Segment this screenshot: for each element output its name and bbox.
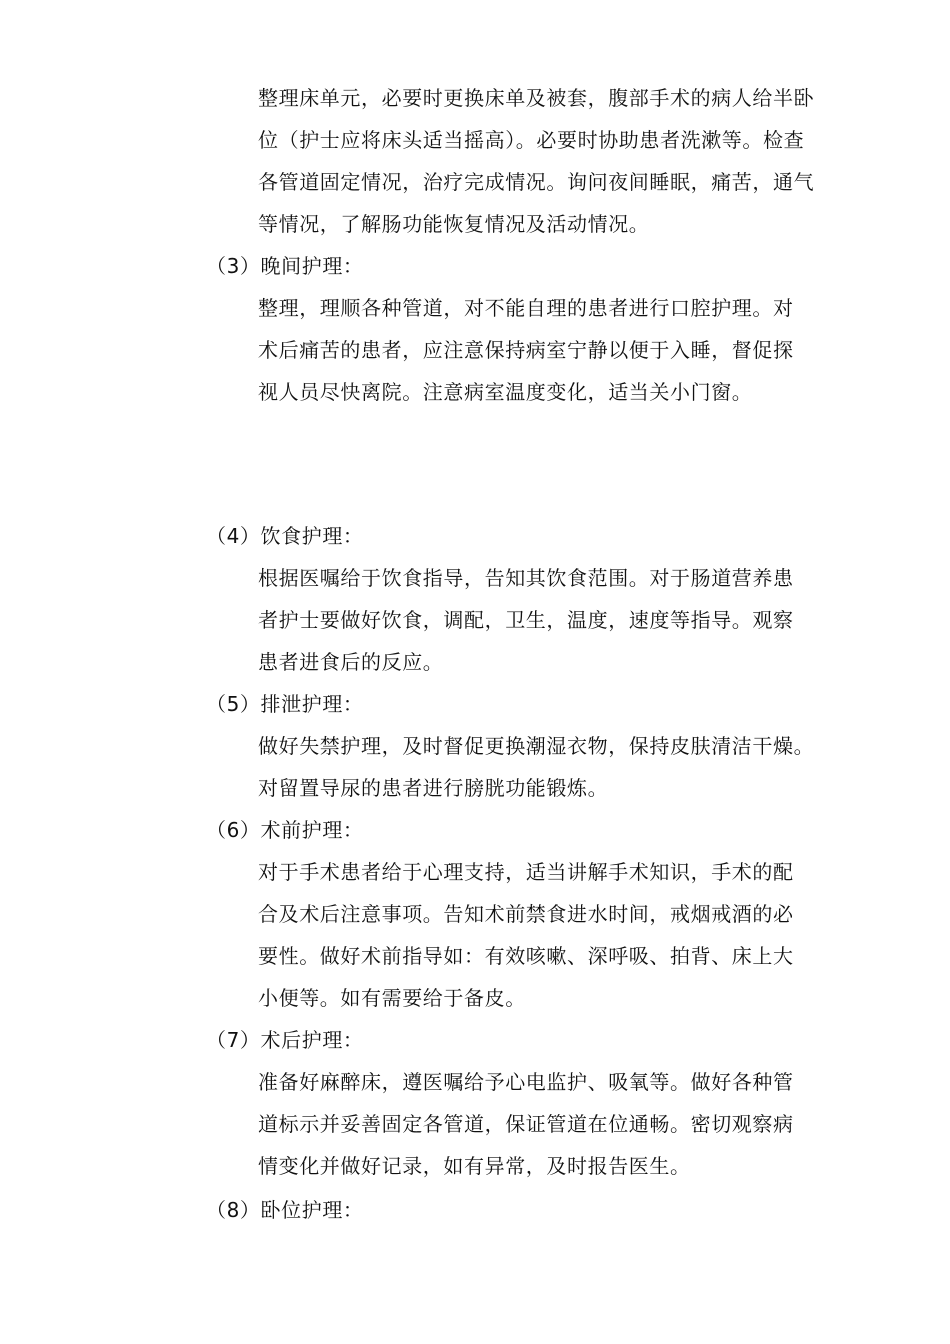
paragraph-line: 患者进食后的反应。 [258, 650, 444, 674]
paragraph-line: 术后痛苦的患者，应注意保持病室宁静以便于入睡，督促探 [258, 338, 794, 362]
paragraph-line: 位（护士应将床头适当摇高）。必要时协助患者洗漱等。检查 [258, 128, 805, 152]
section-heading: （7）术后护理： [206, 1028, 364, 1052]
paragraph-line: 情变化并做好记录，如有异常，及时报告医生。 [258, 1154, 691, 1178]
paragraph-line: 者护士要做好饮食，调配，卫生，温度，速度等指导。观察 [258, 608, 794, 632]
section-heading: （3）晚间护理： [206, 254, 364, 278]
paragraph-line: 根据医嘱给于饮食指导，告知其饮食范围。对于肠道营养患 [258, 566, 794, 590]
paragraph-line: 视人员尽快离院。注意病室温度变化，适当关小门窗。 [258, 380, 753, 404]
section-heading: （4）饮食护理： [206, 524, 364, 548]
paragraph-line: 整理床单元，必要时更换床单及被套，腹部手术的病人给半卧 [258, 86, 815, 110]
paragraph-line: 各管道固定情况，治疗完成情况。询问夜间睡眠，痛苦，通气 [258, 170, 815, 194]
paragraph-line: 小便等。如有需要给于备皮。 [258, 986, 526, 1010]
section-heading: （5）排泄护理： [206, 692, 364, 716]
paragraph-line: 道标示并妥善固定各管道，保证管道在位通畅。密切观察病 [258, 1112, 794, 1136]
paragraph-line: 准备好麻醉床，遵医嘱给予心电监护、吸氧等。做好各种管 [258, 1070, 794, 1094]
paragraph-line: 做好失禁护理，及时督促更换潮湿衣物，保持皮肤清洁干燥。 [258, 734, 815, 758]
paragraph-line: 对留置导尿的患者进行膀胱功能锻炼。 [258, 776, 609, 800]
paragraph-line: 要性。做好术前指导如：有效咳嗽、深呼吸、拍背、床上大 [258, 944, 794, 968]
paragraph-line: 等情况，了解肠功能恢复情况及活动情况。 [258, 212, 650, 236]
paragraph-line: 对于手术患者给于心理支持，适当讲解手术知识，手术的配 [258, 860, 794, 884]
paragraph-line: 整理，理顺各种管道，对不能自理的患者进行口腔护理。对 [258, 296, 794, 320]
paragraph-line: 合及术后注意事项。告知术前禁食进水时间，戒烟戒酒的必 [258, 902, 794, 926]
section-heading: （8）卧位护理： [206, 1198, 364, 1222]
section-heading: （6）术前护理： [206, 818, 364, 842]
